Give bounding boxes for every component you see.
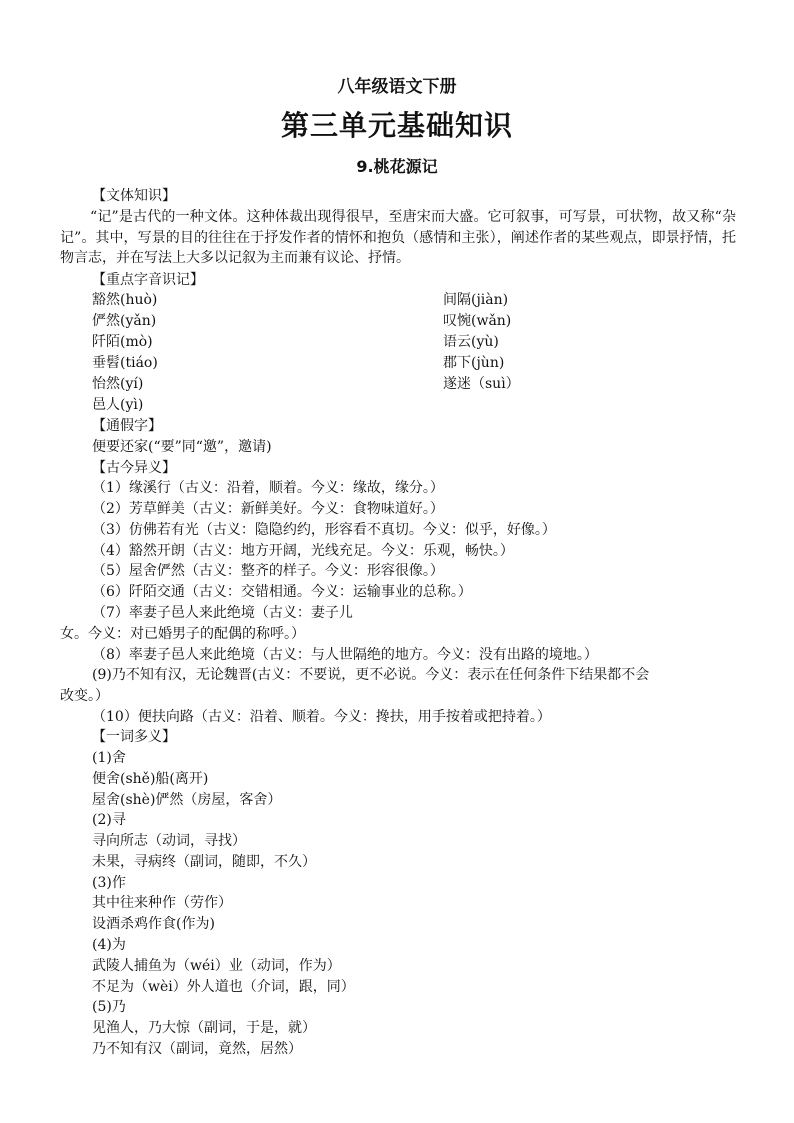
lesson-title: 9.桃花源记 [356, 157, 438, 176]
pinyin-item: 怡然(yí) [92, 376, 144, 392]
duoyi-line: (2)寻 [92, 812, 126, 828]
section-heading-gujin: 【古今异义】 [92, 460, 176, 476]
pinyin-item: 阡陌(mò) [92, 334, 153, 350]
duoyi-line: 屋舍(shè)俨然（房屋，客舍） [92, 792, 282, 808]
duoyi-line: 便舍(shě)船(离开) [92, 771, 209, 787]
pinyin-item: 遂迷（suì） [443, 376, 520, 392]
duoyi-line: (4)为 [92, 937, 126, 953]
gujin-item: （4）豁然开朗（古义：地方开阔，光线充足。今义：乐观，畅快。） [92, 543, 514, 559]
pinyin-item: 邑人(yì) [92, 397, 144, 413]
duoyi-line: (3)作 [92, 875, 126, 891]
duoyi-line: 见渔人，乃大惊（副词，于是，就） [92, 1020, 316, 1036]
duoyi-line: (5)乃 [92, 999, 126, 1015]
duoyi-line: 不足为（wèi）外人道也（介词，跟，同） [92, 979, 355, 995]
page-title: 第三单元基础知识 [280, 109, 513, 142]
section-heading-duoyi: 【一词多义】 [92, 729, 176, 745]
duoyi-line: (1)舍 [92, 750, 126, 766]
duoyi-line: 乃不知有汉（副词，竟然，居然） [92, 1041, 302, 1057]
pinyin-item: 郡下(jùn) [443, 355, 505, 371]
pinyin-item: 叹惋(wǎn) [443, 313, 512, 329]
pinyin-item: 豁然(huò) [92, 292, 158, 308]
pinyin-item: 垂髫(tiáo) [92, 355, 158, 371]
pinyin-item: 语云(yù) [443, 334, 499, 350]
duoyi-line: 设酒杀鸡作食(作为) [92, 916, 215, 932]
section-heading-tongjia: 【通假字】 [92, 418, 162, 434]
wenti-paragraph: “记”是古代的一种文体。这种体裁出现得很早，至唐宋而大盛。它可叙事，可写景，可状物，故又称“杂记”。其中，写景的目的往往在于抒发作者的情怀和抱负（感情和主张），阐述作者的某些观点，即景抒情，托物言志，并在写法上大多以记叙为主而兼有议论、抒情。 [60, 209, 736, 267]
gujin-item: （1）缘溪行（古义：沿着，顺着。今义：缘故，缘分。） [92, 480, 444, 496]
gujin-item: （10）便扶向路（古义：沿着、顺着。今义：搀扶，用手按着或把持着。） [92, 709, 551, 725]
gujin-item: （3）仿佛若有光（古义：隐隐约约，形容看不真切。今义：似乎，好像。） [92, 522, 556, 538]
duoyi-line: 寻向所志（动词，寻找） [92, 833, 246, 849]
gujin-item: （6）阡陌交通（古义：交错相通。今义：运输事业的总称。） [92, 584, 472, 600]
gujin-item: (9)乃不知有汉，无论魏晋(古义：不要说，更不必说。今义：表示在任何条件下结果都不会 [92, 667, 650, 683]
duoyi-line: 武陵人捕鱼为（wéi）业（动词，作为） [92, 958, 341, 974]
gujin-item: 女。今义：对已婚男子的配偶的称呼。） [60, 626, 305, 642]
gujin-item: （7）率妻子邑人来此绝境（古义：妻子儿 [92, 605, 353, 621]
section-heading-wenti: 【文体知识】 [92, 188, 176, 204]
gujin-item: 改变。） [60, 688, 109, 704]
duoyi-line: 其中往来种作（劳作） [92, 895, 232, 911]
section-heading-ziyin: 【重点字音识记】 [92, 272, 204, 288]
duoyi-line: 未果，寻病终（副词，随即，不久） [92, 854, 316, 870]
pinyin-item: 间隔(jiàn) [443, 292, 509, 308]
pinyin-item: 俨然(yǎn) [92, 313, 157, 329]
gujin-item: （5）屋舍俨然（古义：整齐的样子。今义：形容很像。） [92, 563, 444, 579]
grade-title: 八年级语文下册 [337, 77, 457, 97]
gujin-item: （8）率妻子邑人来此绝境（古义：与人世隔绝的地方。今义：没有出路的境地。） [92, 647, 598, 663]
gujin-item: （2）芳草鲜美（古义：新鲜美好。今义：食物味道好。） [92, 501, 444, 517]
tongjia-item: 便要还家(“要”同“邀”，邀请) [92, 439, 272, 455]
